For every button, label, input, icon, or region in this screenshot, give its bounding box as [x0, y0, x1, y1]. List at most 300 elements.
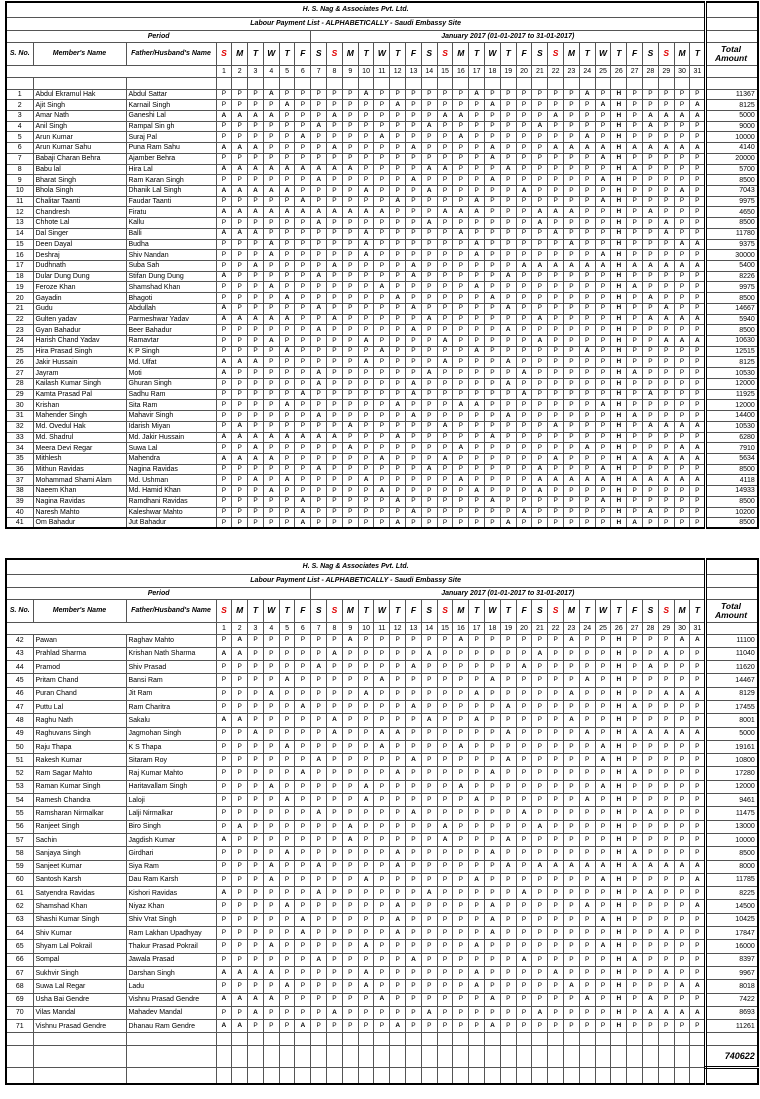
total-amount: 8500 [706, 847, 758, 860]
attendance-cell: A [579, 475, 595, 486]
member-name: Usha Bai Gendre [33, 993, 126, 1006]
attendance-cell: A [643, 993, 659, 1006]
day-number: 2 [232, 622, 248, 634]
attendance-cell: A [374, 207, 390, 218]
attendance-cell: P [390, 674, 406, 687]
empty-cell [216, 77, 232, 89]
attendance-cell: P [248, 700, 264, 713]
attendance-cell: P [658, 239, 674, 250]
attendance-cell: P [279, 966, 295, 979]
attendance-cell: P [627, 887, 643, 900]
total-amount: 9461 [706, 794, 758, 807]
attendance-cell: P [295, 143, 311, 154]
attendance-cell: A [453, 780, 469, 793]
attendance-cell: P [548, 132, 564, 143]
attendance-cell: P [342, 293, 358, 304]
attendance-cell: P [374, 927, 390, 940]
attendance-cell: A [643, 261, 659, 272]
empty-cell [311, 1068, 327, 1084]
attendance-cell: P [437, 927, 453, 940]
attendance-cell: P [358, 913, 374, 926]
attendance-cell: P [500, 887, 516, 900]
empty-cell [232, 77, 248, 89]
attendance-cell: P [564, 153, 580, 164]
attendance-cell: P [327, 196, 343, 207]
header-total-amount: Total Amount [706, 42, 758, 65]
attendance-cell: P [564, 411, 580, 422]
weekday-header: T [279, 599, 295, 622]
attendance-cell: A [406, 953, 422, 966]
attendance-cell: P [595, 953, 611, 966]
father-name: Raj Kumar Mahto [126, 767, 216, 780]
total-amount: 5940 [706, 314, 758, 325]
attendance-cell: P [279, 389, 295, 400]
attendance-cell: H [611, 873, 627, 886]
attendance-cell: P [263, 913, 279, 926]
father-name: Faudar Taanti [126, 196, 216, 207]
attendance-cell: A [674, 1006, 690, 1019]
attendance-cell: P [216, 687, 232, 700]
attendance-cell: P [453, 767, 469, 780]
attendance-cell: P [437, 271, 453, 282]
attendance-cell: P [437, 953, 453, 966]
serial-number: 15 [6, 239, 33, 250]
serial-number: 48 [6, 714, 33, 727]
attendance-cell: P [327, 121, 343, 132]
attendance-cell: P [374, 378, 390, 389]
attendance-cell: P [327, 346, 343, 357]
attendance-cell: H [611, 453, 627, 464]
attendance-cell: P [437, 674, 453, 687]
attendance-cell: P [500, 873, 516, 886]
attendance-cell: P [674, 966, 690, 979]
attendance-cell: P [627, 740, 643, 753]
member-name: Harish Chand Yadav [33, 336, 126, 347]
attendance-cell: P [295, 993, 311, 1006]
attendance-cell: A [690, 443, 706, 454]
attendance-cell: P [516, 820, 532, 833]
attendance-cell: P [374, 900, 390, 913]
attendance-cell: P [548, 993, 564, 1006]
attendance-cell: P [279, 518, 295, 529]
attendance-cell: P [595, 121, 611, 132]
attendance-cell: P [532, 228, 548, 239]
attendance-cell: P [627, 314, 643, 325]
attendance-cell: P [658, 346, 674, 357]
attendance-cell: A [295, 913, 311, 926]
attendance-cell: A [358, 250, 374, 261]
father-name: Md. Ushman [126, 475, 216, 486]
attendance-cell: P [342, 900, 358, 913]
attendance-cell: H [611, 132, 627, 143]
attendance-cell: P [406, 357, 422, 368]
table-row [6, 271, 758, 282]
attendance-cell: P [690, 271, 706, 282]
attendance-cell: P [248, 325, 264, 336]
attendance-cell: P [453, 940, 469, 953]
attendance-cell: A [311, 953, 327, 966]
attendance-cell: H [611, 378, 627, 389]
attendance-cell: P [311, 927, 327, 940]
attendance-cell: P [311, 400, 327, 411]
attendance-cell: A [232, 164, 248, 175]
attendance-cell: P [516, 400, 532, 411]
empty-cell [690, 1068, 706, 1084]
attendance-cell: P [516, 833, 532, 846]
attendance-cell: A [263, 282, 279, 293]
attendance-cell: A [485, 767, 501, 780]
empty-cell [611, 1033, 627, 1046]
attendance-cell: P [643, 228, 659, 239]
attendance-cell: A [564, 687, 580, 700]
member-name: Bhola Singh [33, 185, 126, 196]
serial-number: 71 [6, 1020, 33, 1033]
attendance-cell: P [311, 314, 327, 325]
attendance-cell: P [263, 196, 279, 207]
attendance-cell: P [358, 860, 374, 873]
attendance-cell: P [627, 443, 643, 454]
empty-cell [6, 1068, 33, 1084]
attendance-cell: P [674, 700, 690, 713]
attendance-cell: P [421, 767, 437, 780]
member-name: Kamta Prasad Pal [33, 389, 126, 400]
weekday-header: S [216, 42, 232, 65]
empty-cell [690, 1046, 706, 1068]
table-row [6, 250, 758, 261]
attendance-cell: P [311, 185, 327, 196]
attendance-cell: P [595, 833, 611, 846]
attendance-cell: A [248, 993, 264, 1006]
attendance-cell: P [295, 421, 311, 432]
serial-number: 24 [6, 336, 33, 347]
member-name: Raghu Nath [33, 714, 126, 727]
attendance-cell: A [548, 261, 564, 272]
day-number: 26 [611, 622, 627, 634]
attendance-cell: P [469, 261, 485, 272]
empty-cell [500, 77, 516, 89]
empty-cell [358, 1033, 374, 1046]
attendance-cell: P [658, 913, 674, 926]
father-name: Mahendra [126, 453, 216, 464]
attendance-cell: P [627, 400, 643, 411]
attendance-cell: P [421, 336, 437, 347]
attendance-cell: P [658, 432, 674, 443]
attendance-cell: P [248, 378, 264, 389]
attendance-cell: P [295, 368, 311, 379]
attendance-cell: P [500, 196, 516, 207]
attendance-cell: P [595, 980, 611, 993]
attendance-cell: P [327, 700, 343, 713]
attendance-cell: P [453, 687, 469, 700]
period-label: Period [6, 587, 311, 599]
empty-cell [564, 77, 580, 89]
attendance-cell: A [579, 674, 595, 687]
attendance-cell: P [564, 421, 580, 432]
attendance-cell: P [674, 807, 690, 820]
empty-cell [390, 1046, 406, 1068]
attendance-cell: P [311, 913, 327, 926]
serial-number: 28 [6, 378, 33, 389]
attendance-cell: A [627, 282, 643, 293]
attendance-cell: P [374, 966, 390, 979]
father-name: Puna Ram Sahu [126, 143, 216, 154]
attendance-cell: P [564, 1020, 580, 1033]
attendance-cell: A [500, 727, 516, 740]
attendance-cell: P [690, 411, 706, 422]
attendance-cell: P [374, 647, 390, 660]
payment-sheet-page-2 [5, 558, 759, 1085]
father-name: Nagina Ravidas [126, 464, 216, 475]
attendance-cell: P [500, 847, 516, 860]
weekday-header: S [532, 42, 548, 65]
attendance-cell: P [390, 754, 406, 767]
weekday-header: S [643, 599, 659, 622]
attendance-cell: P [690, 767, 706, 780]
attendance-cell: P [548, 794, 564, 807]
father-name: Ramavtar [126, 336, 216, 347]
attendance-cell: P [437, 687, 453, 700]
attendance-cell: H [611, 368, 627, 379]
attendance-cell: A [643, 207, 659, 218]
attendance-cell: A [374, 727, 390, 740]
attendance-cell: P [263, 1020, 279, 1033]
attendance-cell: A [421, 164, 437, 175]
attendance-cell: P [327, 475, 343, 486]
attendance-cell: P [295, 980, 311, 993]
attendance-cell: P [627, 1006, 643, 1019]
total-amount: 11780 [706, 228, 758, 239]
empty-cell [295, 77, 311, 89]
attendance-cell: A [579, 346, 595, 357]
attendance-cell: P [658, 714, 674, 727]
empty-cell [643, 1068, 659, 1084]
attendance-cell: P [342, 847, 358, 860]
attendance-cell: P [232, 336, 248, 347]
attendance-cell: P [564, 336, 580, 347]
attendance-cell: A [643, 661, 659, 674]
empty-cell [627, 1046, 643, 1068]
empty-cell [706, 1033, 758, 1046]
father-name: Sakalu [126, 714, 216, 727]
attendance-cell: P [342, 714, 358, 727]
attendance-cell: P [263, 411, 279, 422]
attendance-cell: A [579, 89, 595, 100]
attendance-cell: P [390, 464, 406, 475]
serial-number: 37 [6, 475, 33, 486]
attendance-cell: A [216, 357, 232, 368]
attendance-cell: A [263, 486, 279, 497]
attendance-cell: P [437, 346, 453, 357]
attendance-cell: P [485, 453, 501, 464]
member-name: Vishnu Prasad Gendre [33, 1020, 126, 1033]
attendance-cell: P [643, 325, 659, 336]
attendance-cell: A [485, 293, 501, 304]
attendance-cell: P [627, 121, 643, 132]
attendance-cell: P [232, 89, 248, 100]
attendance-cell: P [232, 303, 248, 314]
attendance-cell: A [232, 647, 248, 660]
attendance-cell: P [216, 282, 232, 293]
attendance-cell: A [279, 740, 295, 753]
attendance-cell: P [690, 486, 706, 497]
attendance-cell: P [295, 847, 311, 860]
attendance-cell: P [595, 661, 611, 674]
attendance-cell: A [579, 794, 595, 807]
member-name: Pramod [33, 661, 126, 674]
attendance-cell: P [658, 993, 674, 1006]
attendance-cell: P [485, 634, 501, 647]
attendance-cell: P [500, 714, 516, 727]
weekday-header: M [453, 599, 469, 622]
attendance-cell: P [216, 754, 232, 767]
attendance-cell: P [342, 132, 358, 143]
attendance-cell: A [595, 464, 611, 475]
attendance-cell: P [311, 228, 327, 239]
attendance-cell: P [232, 518, 248, 529]
attendance-cell: P [564, 900, 580, 913]
attendance-cell: P [327, 913, 343, 926]
attendance-cell: P [390, 175, 406, 186]
attendance-cell: P [216, 953, 232, 966]
attendance-cell: P [595, 807, 611, 820]
father-name: Ram Charitra [126, 700, 216, 713]
attendance-cell: P [469, 727, 485, 740]
attendance-cell: P [406, 400, 422, 411]
attendance-cell: H [611, 714, 627, 727]
member-name: Meera Devi Regar [33, 443, 126, 454]
attendance-cell: A [406, 143, 422, 154]
attendance-cell: P [627, 980, 643, 993]
attendance-cell: P [674, 293, 690, 304]
attendance-cell: P [374, 860, 390, 873]
attendance-cell: P [421, 250, 437, 261]
attendance-cell: A [327, 714, 343, 727]
attendance-cell: P [374, 1006, 390, 1019]
attendance-cell: A [311, 121, 327, 132]
attendance-cell: P [564, 993, 580, 1006]
attendance-cell: A [216, 207, 232, 218]
attendance-cell: A [595, 143, 611, 154]
attendance-cell: P [437, 314, 453, 325]
attendance-cell: P [674, 432, 690, 443]
total-amount: 20000 [706, 153, 758, 164]
attendance-cell: P [374, 164, 390, 175]
serial-number: 26 [6, 357, 33, 368]
attendance-cell: P [421, 700, 437, 713]
attendance-cell: P [627, 271, 643, 282]
attendance-cell: A [453, 132, 469, 143]
attendance-cell: P [248, 634, 264, 647]
member-name: Bharat Singh [33, 175, 126, 186]
attendance-cell: P [453, 293, 469, 304]
empty-cell [532, 77, 548, 89]
attendance-cell: P [532, 740, 548, 753]
attendance-cell: P [595, 993, 611, 1006]
empty-cell [342, 77, 358, 89]
attendance-cell: P [643, 518, 659, 529]
attendance-cell: P [595, 727, 611, 740]
attendance-cell: P [674, 486, 690, 497]
empty-cell [579, 1068, 595, 1084]
attendance-cell: P [263, 378, 279, 389]
attendance-cell: P [516, 1020, 532, 1033]
attendance-cell: P [564, 496, 580, 507]
attendance-cell: P [342, 411, 358, 422]
member-name: Prahlad Sharma [33, 647, 126, 660]
attendance-cell: P [500, 496, 516, 507]
attendance-cell: P [311, 1020, 327, 1033]
attendance-cell: P [564, 110, 580, 121]
attendance-cell: A [690, 634, 706, 647]
attendance-cell: P [342, 250, 358, 261]
attendance-cell: A [311, 411, 327, 422]
attendance-cell: P [327, 820, 343, 833]
attendance-cell: P [232, 153, 248, 164]
attendance-cell: A [516, 368, 532, 379]
attendance-cell: P [248, 900, 264, 913]
total-amount: 10800 [706, 754, 758, 767]
attendance-cell: A [690, 239, 706, 250]
empty-cell [579, 1046, 595, 1068]
empty-cell [453, 1046, 469, 1068]
attendance-cell: H [611, 143, 627, 154]
father-name: Abdul Sattar [126, 89, 216, 100]
attendance-cell: P [327, 185, 343, 196]
attendance-cell: P [469, 432, 485, 443]
attendance-cell: P [232, 121, 248, 132]
attendance-cell: P [390, 218, 406, 229]
attendance-cell: P [279, 196, 295, 207]
attendance-cell: P [295, 228, 311, 239]
attendance-cell: A [674, 860, 690, 873]
attendance-cell: P [469, 464, 485, 475]
weekday-header: W [374, 42, 390, 65]
attendance-cell: H [611, 185, 627, 196]
attendance-cell: A [516, 887, 532, 900]
attendance-cell: P [453, 196, 469, 207]
attendance-cell: P [358, 927, 374, 940]
attendance-cell: P [658, 634, 674, 647]
attendance-cell: P [516, 443, 532, 454]
attendance-cell: H [611, 389, 627, 400]
attendance-cell: A [469, 966, 485, 979]
attendance-cell: P [232, 261, 248, 272]
attendance-cell: P [390, 303, 406, 314]
weekday-header: T [500, 599, 516, 622]
attendance-cell: A [564, 714, 580, 727]
attendance-cell: A [564, 475, 580, 486]
attendance-cell: P [532, 767, 548, 780]
attendance-cell: P [406, 1020, 422, 1033]
attendance-cell: P [627, 196, 643, 207]
attendance-cell: P [548, 1020, 564, 1033]
attendance-cell: P [500, 336, 516, 347]
attendance-cell: P [390, 887, 406, 900]
table-row [6, 940, 758, 953]
weekday-header: T [248, 42, 264, 65]
period-value: January 2017 (01-01-2017 to 31-01-2017) [311, 30, 706, 42]
attendance-cell: P [564, 453, 580, 464]
attendance-cell: P [358, 100, 374, 111]
attendance-cell: A [311, 368, 327, 379]
total-amount: 5000 [706, 110, 758, 121]
attendance-cell: P [374, 913, 390, 926]
attendance-cell: A [453, 443, 469, 454]
attendance-cell: P [548, 833, 564, 846]
attendance-cell: P [485, 271, 501, 282]
empty-cell [390, 1068, 406, 1084]
attendance-cell: P [674, 740, 690, 753]
